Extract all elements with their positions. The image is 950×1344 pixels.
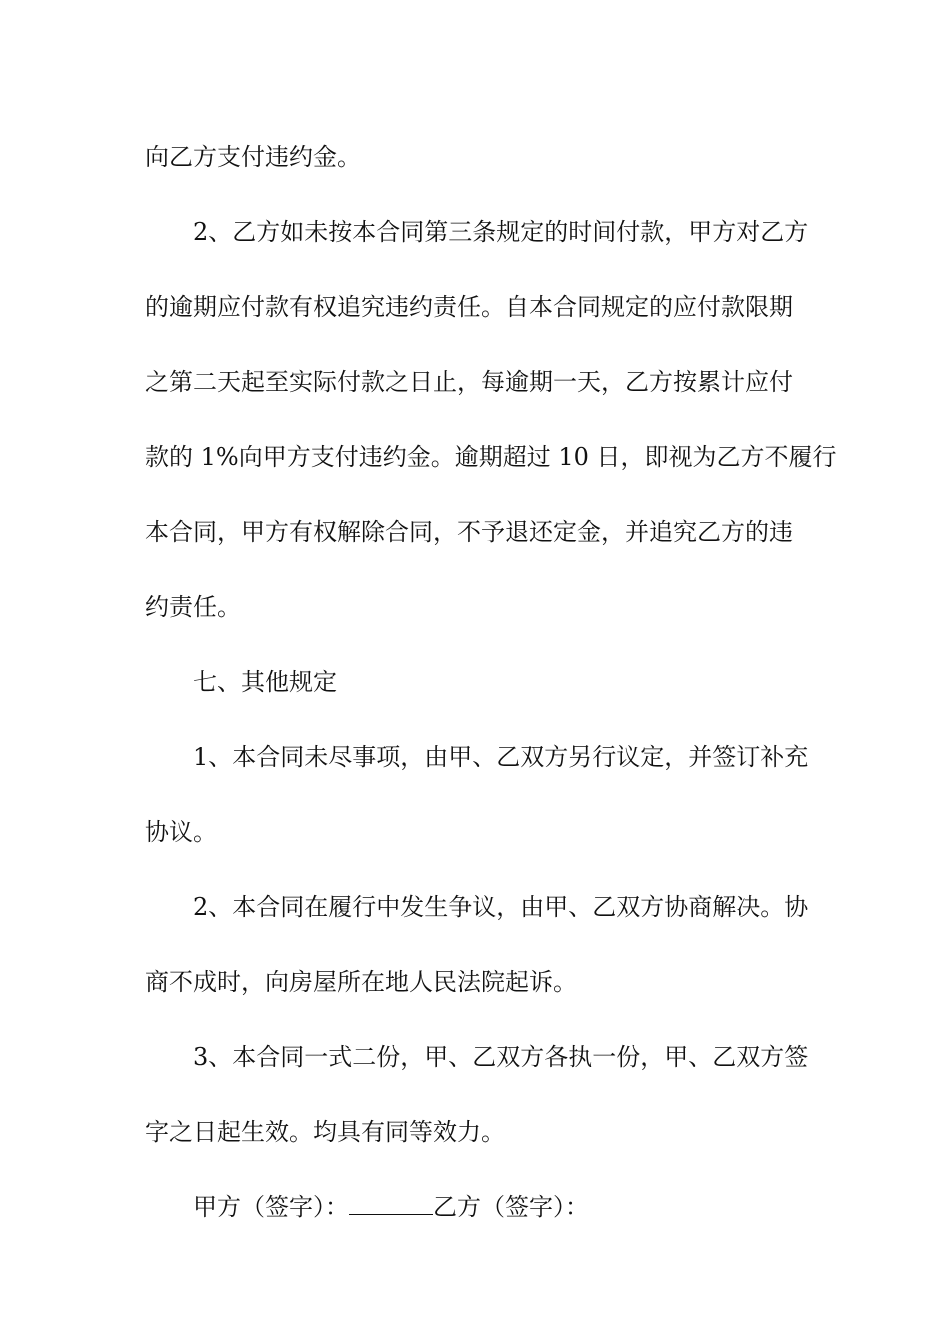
text-line-2: 2、乙方如未按本合同第三条规定的时间付款，甲方对乙方: [193, 218, 809, 246]
contract-text: [145, 120, 837, 1245]
text-line-7: 约责任。: [145, 593, 241, 621]
party-b-signature-label: 乙方（签字）：: [433, 1193, 589, 1221]
text-line-12: 商不成时，向房屋所在地人民法院起诉。: [145, 968, 577, 996]
party-a-signature-label: 甲方（签字）：: [193, 1193, 349, 1221]
text-line-5: 款的 1%向甲方支付违约金。逾期超过 10 日，即视为乙方不履行: [145, 443, 837, 471]
section-heading: 七、其他规定: [193, 668, 337, 696]
text-line-14: 字之日起生效。均具有同等效力。: [145, 1118, 505, 1146]
signature-line: [145, 1170, 807, 1245]
text-line-11: 2、本合同在履行中发生争议，由甲、乙双方协商解决。协: [193, 893, 809, 921]
text-line-3: 的逾期应付款有权追究违约责任。自本合同规定的应付款限期: [145, 293, 793, 321]
text-line-1: 向乙方支付违约金。: [145, 143, 361, 171]
text-line-13: 3、本合同一式二份，甲、乙双方各执一份，甲、乙双方签: [193, 1043, 809, 1071]
text-line-9: 1、本合同未尽事项，由甲、乙双方另行议定，并签订补充: [193, 743, 809, 771]
text-line-4: 之第二天起至实际付款之日止，每逾期一天，乙方按累计应付: [145, 368, 793, 396]
text-line-6: 本合同，甲方有权解除合同，不予退还定金，并追究乙方的违: [145, 518, 793, 546]
text-line-10: 协议。: [145, 818, 217, 846]
party-a-signature-blank: [349, 1188, 433, 1215]
